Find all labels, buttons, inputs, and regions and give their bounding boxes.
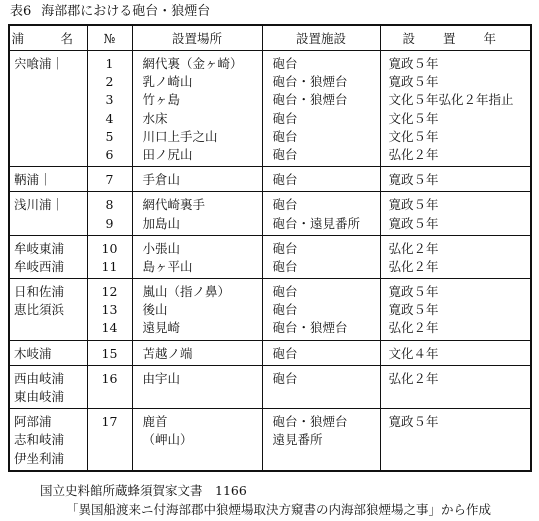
table-row	[9, 51, 531, 167]
site-number: 5	[105, 128, 114, 144]
cell-ura	[9, 192, 87, 235]
cell-place	[132, 365, 262, 408]
site-place: 加島山	[142, 215, 181, 231]
ura-name: 伊坐利浦	[14, 450, 65, 466]
cell-facility	[262, 51, 380, 167]
ura-blank	[10, 110, 87, 128]
site-place: 鹿首	[142, 414, 168, 430]
site-place: 水床	[142, 110, 168, 126]
cell-year	[380, 167, 531, 192]
cell-ura	[9, 365, 87, 408]
site-place: 網代崎裏手	[142, 197, 206, 213]
cell-no	[87, 51, 132, 167]
table-number: 表6	[10, 4, 32, 19]
cell-year	[380, 365, 531, 408]
table-row	[9, 279, 531, 341]
site-year: 寛政５年	[388, 414, 439, 430]
site-year: 弘化２年	[388, 146, 439, 162]
site-place: 手倉山	[142, 172, 181, 188]
site-facility: 砲台	[272, 284, 298, 300]
site-year: 弘化２年	[388, 370, 439, 386]
site-place: 小張山	[142, 240, 181, 256]
ura-blank	[10, 146, 87, 164]
site-number: 10	[101, 240, 118, 256]
site-number: 12	[101, 284, 118, 300]
table-header-row	[9, 25, 531, 51]
header-ura: 浦 名	[9, 25, 87, 51]
cell-place	[132, 235, 262, 278]
ura-name: 阿部浦	[14, 414, 52, 430]
cell-no	[87, 340, 132, 365]
blank	[133, 388, 262, 406]
cell-ura	[9, 340, 87, 365]
site-number: 4	[105, 110, 114, 126]
table-row	[9, 192, 531, 235]
site-year: 文化５年弘化２年指止	[388, 92, 514, 108]
site-facility: 砲台・狼煙台	[272, 414, 348, 430]
cell-place	[132, 51, 262, 167]
site-place: 嵐山（指ノ鼻）	[142, 284, 231, 300]
site-number: 9	[105, 215, 114, 231]
site-facility: 遠見番所	[272, 432, 323, 448]
cell-facility	[262, 365, 380, 408]
site-number: 3	[105, 92, 114, 108]
site-facility: 砲台	[272, 110, 298, 126]
ura-name: 牟岐西浦	[14, 258, 65, 274]
cell-ura	[9, 409, 87, 471]
cell-facility	[262, 235, 380, 278]
cell-no	[87, 167, 132, 192]
site-place: 田ノ尻山	[142, 146, 193, 162]
ura-name: 鞆浦｜	[14, 172, 52, 188]
ura-name: 浅川浦｜	[14, 197, 65, 213]
cell-ura	[9, 235, 87, 278]
site-number: 16	[101, 370, 118, 386]
site-year: 弘化２年	[388, 320, 439, 336]
source-line-1: 国立史料館所蔵蜂須賀家文書 1166	[40, 483, 247, 498]
site-facility: 砲台	[272, 146, 298, 162]
site-number: 8	[105, 197, 114, 213]
site-year: 寛政５年	[388, 56, 439, 71]
site-place: 竹ヶ島	[142, 92, 181, 108]
cell-facility	[262, 192, 380, 235]
cell-place	[132, 409, 262, 471]
ura-name: 西由岐浦	[14, 370, 65, 386]
site-place: 苫越ノ端	[142, 345, 193, 361]
site-facility: 砲台・狼煙台	[272, 92, 348, 108]
cell-year	[380, 340, 531, 365]
ura-blank	[10, 91, 87, 109]
site-year: 文化５年	[388, 128, 439, 144]
cell-place	[132, 167, 262, 192]
table-row	[9, 340, 531, 365]
cell-no	[87, 235, 132, 278]
site-facility: 砲台	[272, 172, 298, 188]
site-number: 15	[101, 345, 118, 361]
table-row	[9, 365, 531, 408]
ura-blank	[10, 319, 87, 337]
battery-table	[8, 24, 532, 472]
site-year	[381, 431, 531, 449]
blank	[263, 388, 380, 406]
site-year: 文化５年	[388, 110, 439, 126]
site-year: 寛政５年	[388, 197, 439, 213]
cell-ura	[9, 51, 87, 167]
cell-year	[380, 409, 531, 471]
header-year: 設 置 年	[380, 25, 531, 51]
site-year: 寛政５年	[388, 215, 439, 231]
site-facility: 砲台	[272, 302, 298, 318]
site-year: 弘化２年	[388, 240, 439, 256]
site-place: 川口上手之山	[142, 128, 218, 144]
cell-no	[87, 279, 132, 341]
site-place: 乳ノ崎山	[142, 74, 193, 90]
cell-no	[87, 192, 132, 235]
ura-name: 宍喰浦｜	[14, 56, 65, 71]
site-year: 寛政５年	[388, 172, 439, 188]
cell-place	[132, 340, 262, 365]
site-year: 文化４年	[388, 345, 439, 361]
blank	[381, 450, 531, 468]
header-no: №	[87, 25, 132, 51]
ura-blank	[10, 215, 87, 233]
site-year: 寛政５年	[388, 74, 439, 90]
cell-facility	[262, 279, 380, 341]
cell-year	[380, 279, 531, 341]
site-place: 島ヶ平山	[142, 258, 193, 274]
site-number: 1	[105, 56, 114, 71]
cell-no	[87, 409, 132, 471]
site-facility: 砲台	[272, 240, 298, 256]
cell-year	[380, 51, 531, 167]
cell-ura	[9, 167, 87, 192]
cell-no	[87, 365, 132, 408]
site-place: 由宇山	[142, 370, 181, 386]
site-year: 寛政５年	[388, 284, 439, 300]
header-place: 設置場所	[132, 25, 262, 51]
ura-name: 東由岐浦	[14, 389, 65, 404]
site-number	[88, 431, 132, 449]
ura-name: 日和佐浦	[14, 284, 65, 300]
site-facility: 砲台・狼煙台	[272, 74, 348, 90]
header-facility: 設置施設	[262, 25, 380, 51]
table-title: 海部郡における砲台・狼煙台	[41, 4, 211, 19]
site-facility: 砲台	[272, 128, 298, 144]
site-place: 網代裏（金ヶ崎）	[142, 56, 243, 71]
site-year: 弘化２年	[388, 258, 439, 274]
site-facility: 砲台・狼煙台	[272, 320, 348, 336]
site-number: 6	[105, 146, 114, 162]
ura-blank	[10, 73, 87, 91]
cell-place	[132, 192, 262, 235]
site-place: 遠見崎	[142, 320, 181, 336]
cell-place	[132, 279, 262, 341]
ura-name: 恵比須浜	[14, 302, 65, 318]
site-place: 後山	[142, 302, 168, 318]
cell-ura	[9, 279, 87, 341]
source-line-2: 「異国船渡来ニ付海部郡中狼煙場取決方窺書の内海部狼煙場之事」から作成	[66, 502, 492, 517]
site-facility: 砲台	[272, 258, 298, 274]
ura-blank	[10, 128, 87, 146]
blank	[263, 450, 380, 468]
table-row	[9, 409, 531, 471]
table-body	[9, 51, 531, 471]
site-facility: 砲台	[272, 56, 298, 71]
cell-facility	[262, 167, 380, 192]
site-facility: 砲台	[272, 197, 298, 213]
ura-name: 牟岐東浦	[14, 240, 65, 256]
table-row	[9, 235, 531, 278]
blank	[88, 450, 132, 468]
site-facility: 砲台	[272, 345, 298, 361]
site-facility: 砲台	[272, 370, 298, 386]
ura-name: 志和岐浦	[14, 432, 65, 448]
site-place: （岬山）	[142, 432, 193, 448]
cell-year	[380, 235, 531, 278]
cell-facility	[262, 340, 380, 365]
table-caption	[10, 4, 210, 20]
site-year: 寛政５年	[388, 302, 439, 318]
site-number: 13	[101, 302, 118, 318]
blank	[133, 450, 262, 468]
cell-facility	[262, 409, 380, 471]
cell-year	[380, 192, 531, 235]
site-number: 2	[105, 74, 114, 90]
site-facility: 砲台・遠見番所	[272, 215, 361, 231]
table-row	[9, 167, 531, 192]
site-number: 17	[101, 414, 118, 430]
site-number: 11	[101, 258, 118, 274]
blank	[381, 388, 531, 406]
ura-name: 木岐浦	[14, 345, 52, 361]
blank	[88, 388, 132, 406]
site-number: 7	[105, 172, 114, 188]
site-number: 14	[101, 320, 118, 336]
